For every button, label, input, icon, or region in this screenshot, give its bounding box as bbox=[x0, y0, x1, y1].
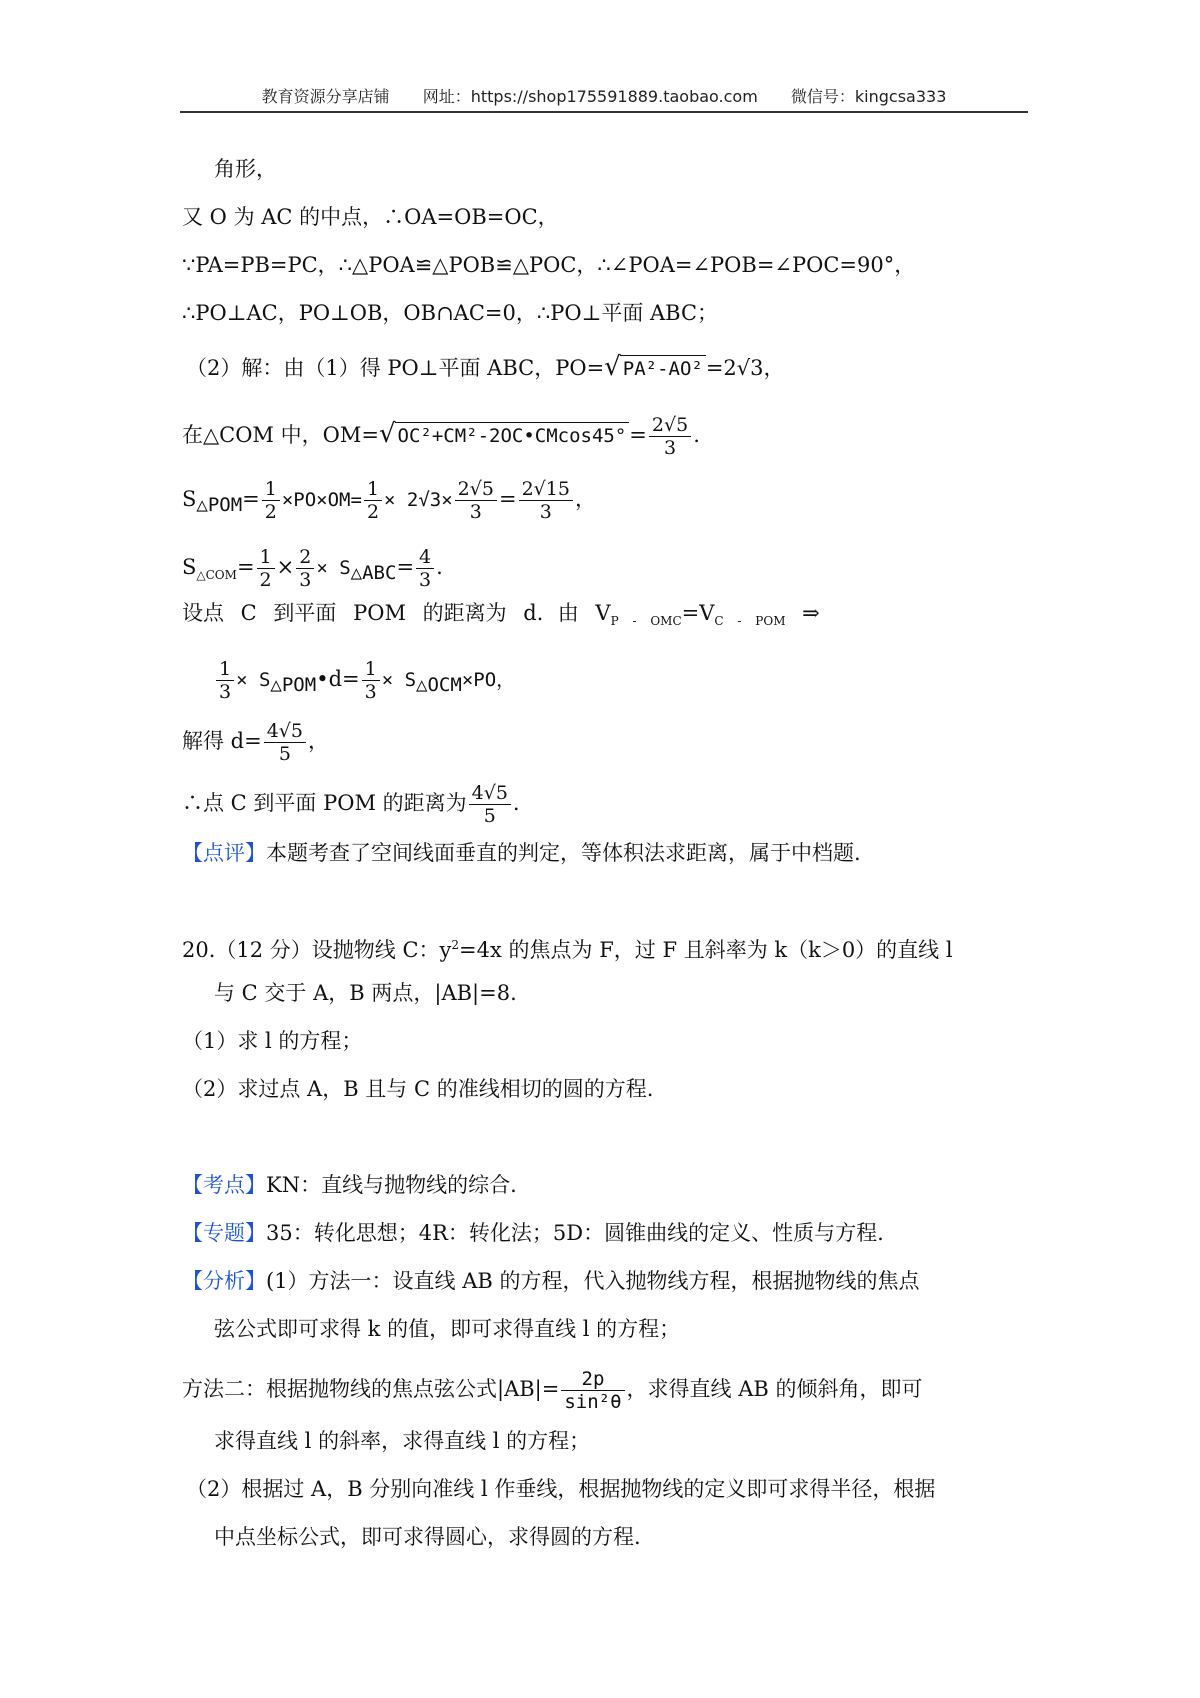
formula-line: $S_{\triangle POM}=$ $\frac{1}{2}$ ×PO×OM= $\frac{1}{2}$ × 2√3× $\frac{2√5}{3}$ = $\frac{2√15}{3}$ ， bbox=[182, 478, 596, 523]
formula-line: ∴点 C 到平面 POM 的距离为 $\frac{4√5}{5}$ . bbox=[182, 782, 520, 827]
fraction: $\frac{2√5}{3}$ bbox=[455, 478, 497, 523]
fraction: $\frac{1}{2}$ bbox=[257, 546, 275, 591]
text-line: 又 O 为 AC 的中点，∴OA=OB=OC， bbox=[182, 205, 559, 229]
header-rule bbox=[180, 111, 1028, 113]
fraction: $\frac{4√5}{5}$ bbox=[264, 720, 306, 765]
tag-kaodian: 【考点】 bbox=[182, 1173, 266, 1197]
question-title: 20.（12 分）设抛物线 C：$y^2=4x$ 的焦点为 F，过 F 且斜率为 k（k＞0）的直线 l bbox=[182, 938, 953, 962]
fraction: $\frac{2p}{\text{sin²θ}}$ bbox=[561, 1368, 624, 1413]
text-line: （2）根据过 A，B 分别向准线 l 作垂线，根据抛物线的定义即可求得半径，根据 bbox=[186, 1477, 936, 1501]
text-line: 设点 C 到平面 POM 的距离为 d．由 $V_{P - OMC}=V_{C - POM}$ ⇒ bbox=[182, 601, 820, 629]
formula-line: 方法二：根据抛物线的焦点弦公式|AB|= $\frac{2p}{\text{sin²θ}}$ ，求得直线 AB 的倾斜角，即可 bbox=[182, 1368, 923, 1413]
question-part: （2）求过点 A，B 且与 C 的准线相切的圆的方程. bbox=[182, 1077, 654, 1101]
text-line: 中点坐标公式，即可求得圆心，求得圆的方程. bbox=[214, 1525, 641, 1549]
header-wechat: 微信号：kingcsa333 bbox=[790, 87, 947, 106]
radical: PA²-AO² bbox=[620, 355, 706, 382]
fraction: $\frac{1}{3}$ bbox=[216, 658, 234, 703]
zhuanti-line: 【专题】35：转化思想；4R：转化法；5D：圆锥曲线的定义、性质与方程. bbox=[182, 1221, 884, 1245]
formula-line: 解得 d= $\frac{4√5}{5}$ ， bbox=[182, 720, 330, 765]
fraction: $\frac{1}{2}$ bbox=[262, 478, 280, 523]
fraction: $\frac{2√5}{3}$ bbox=[649, 414, 691, 459]
text-line: 角形， bbox=[214, 157, 277, 181]
formula-line: （2）解：由（1）得 PO⊥平面 ABC，PO=√ PA²-AO² =2√3， bbox=[186, 352, 785, 382]
fenxi-line: 【分析】(1）方法一：设直线 AB 的方程，代入抛物线方程，根据抛物线的焦点 bbox=[182, 1269, 920, 1293]
text-line: 求得直线 l 的斜率，求得直线 l 的方程； bbox=[214, 1429, 591, 1453]
formula-line: $\frac{1}{3}$ × $S_{\triangle POM}•d=$ $\frac{1}{3}$ × $S_{\triangle OCM}\times PO$， bbox=[214, 658, 515, 703]
comment-line: 【点评】本题考查了空间线面垂直的判定，等体积法求距离，属于中档题. bbox=[182, 841, 861, 865]
tag-comment: 【点评】 bbox=[182, 841, 266, 865]
tag-fenxi: 【分析】 bbox=[182, 1269, 266, 1293]
fraction: $\frac{2}{3}$ bbox=[296, 546, 314, 591]
fraction: $\frac{2√15}{3}$ bbox=[519, 478, 573, 523]
formula-line: 在△COM 中，OM=√ OC²+CM²-2OC•CMcos45° = $\frac{2√5}{3}$ . bbox=[182, 414, 700, 459]
fraction: $\frac{1}{3}$ bbox=[362, 658, 380, 703]
header-shop: 教育资源分享店铺 bbox=[261, 87, 390, 106]
fraction: $\frac{4√5}{5}$ bbox=[469, 782, 511, 827]
fraction: $\frac{1}{2}$ bbox=[364, 478, 382, 523]
page-header bbox=[180, 84, 1028, 107]
header-url: 网址：https://shop175591889.taobao.com bbox=[422, 87, 758, 106]
text-line: ∵PA=PB=PC，∴△POA≌△POB≌△POC，∴∠POA=∠POB=∠POC=90°， bbox=[182, 253, 916, 277]
radical: OC²+CM²-2OC•CMcos45° bbox=[395, 422, 630, 449]
question-part: （1）求 l 的方程； bbox=[182, 1029, 363, 1053]
fraction: $\frac{4}{3}$ bbox=[416, 546, 434, 591]
kaodian-line: 【考点】KN：直线与抛物线的综合. bbox=[182, 1173, 517, 1197]
tag-zhuanti: 【专题】 bbox=[182, 1221, 266, 1245]
text-line: 弦公式即可求得 k 的值，即可求得直线 l 的方程； bbox=[214, 1317, 681, 1341]
text-line: 与 C 交于 A，B 两点，|AB|=8. bbox=[214, 981, 517, 1005]
text-line: ∴PO⊥AC，PO⊥OB，OB∩AC=0，∴PO⊥平面 ABC； bbox=[182, 301, 719, 325]
formula-line: $S_{\triangle COM}=$ $\frac{1}{2}$ × $\frac{2}{3}$ × $S_{\triangle ABC}=$ $\frac{4}{3}$ . bbox=[182, 546, 443, 591]
